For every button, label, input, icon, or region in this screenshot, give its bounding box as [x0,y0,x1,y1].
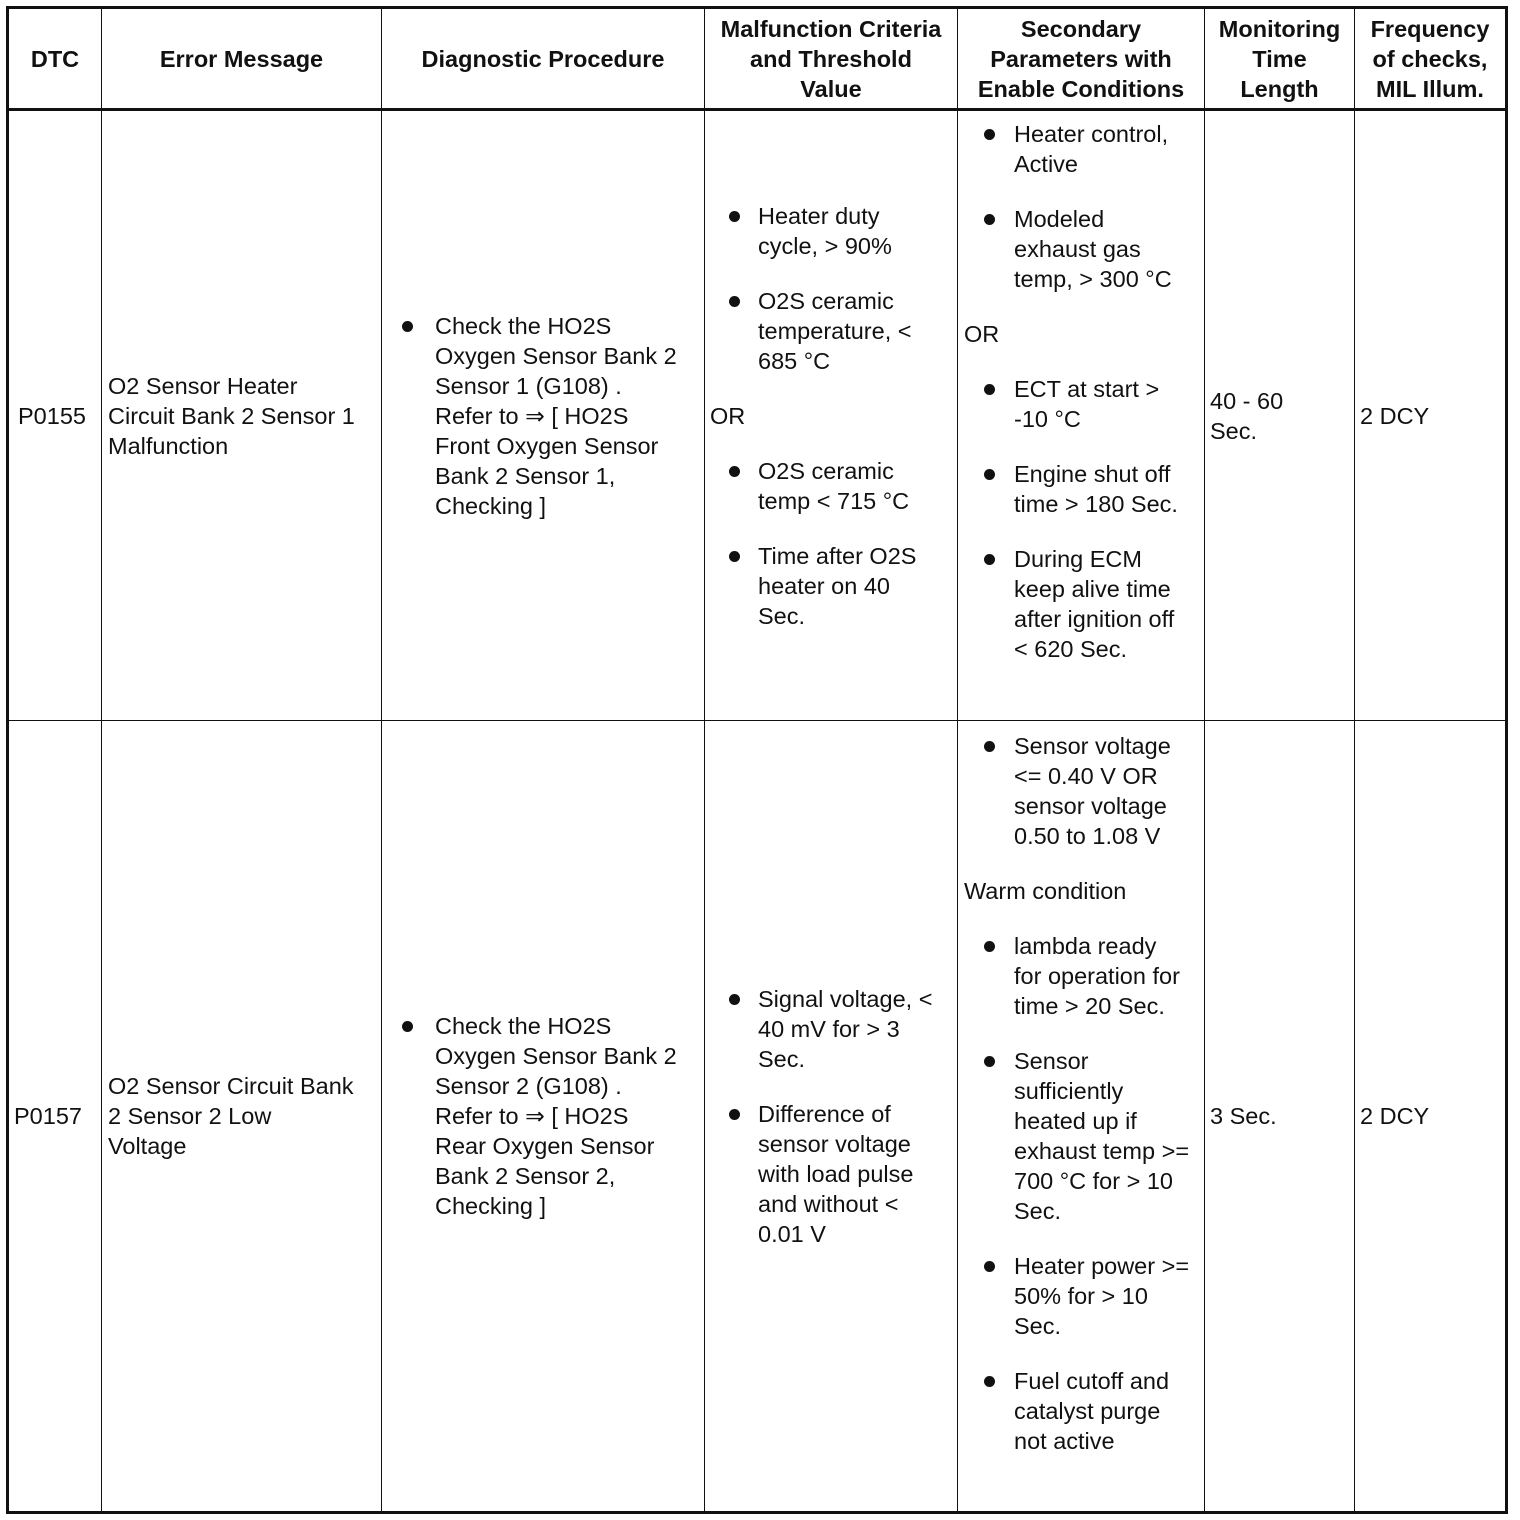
header-frequency: Frequency of checks, MIL Illum. [1370,15,1490,102]
secondary-text: During ECM keep alive time after ignition off < 620 Sec. [1014,546,1175,662]
error-message-text: O2 Sensor Circuit Bank 2 Sensor 2 Low Voltage [108,1073,354,1159]
list-item [705,984,957,1074]
list-item [958,204,1204,294]
list-item [382,1011,704,1221]
list-item [958,119,1204,179]
bullet-icon [984,554,995,565]
bullet-icon [402,321,413,332]
error-message-text: O2 Sensor Heater Circuit Bank 2 Sensor 1 Malfunction [108,372,355,459]
bullet-icon [729,211,740,222]
criteria-text: Signal voltage, < 40 mV for > 3 Sec. [758,985,933,1072]
diagnostic-procedure [382,721,704,1511]
frequency-text: 2 DCY [1360,402,1430,429]
dtc-code [14,721,100,1511]
secondary-text: Fuel cutoff and catalyst purge not active [1014,1368,1170,1454]
monitoring-time-text: 3 Sec. [1210,1103,1277,1129]
bullet-icon [984,214,995,225]
column-divider [101,9,102,1511]
header-error-message: Error Message [159,45,324,72]
criteria-text: Difference of sensor voltage with load pulse and without < 0.01 V [758,1100,914,1247]
column-divider [1354,9,1355,1511]
frequency [1360,111,1505,720]
malfunction-criteria [705,111,957,720]
bullet-icon [984,1376,995,1387]
procedure-text: Check the HO2S Oxygen Sensor Bank 2 Sensor 2 (G108) . Refer to ⇒ [ HO2S Rear Oxygen Sensor Bank 2 Sensor 2, Checking ] [435,1013,677,1219]
monitoring-time [1210,721,1354,1511]
secondary-text: Modeled exhaust gas temp, > 300 °C [1014,206,1172,292]
secondary-parameters [958,119,1204,719]
list-item [705,1099,957,1249]
secondary-text: Engine shut off time > 180 Sec. [1014,461,1178,517]
procedure-text: Check the HO2S Oxygen Sensor Bank 2 Sensor 1 (G108) . Refer to ⇒ [ HO2S Front Oxygen Sensor Bank 2 Sensor 1, Checking ] [435,312,677,519]
list-item [705,541,957,631]
monitoring-time-text: 40 - 60 Sec. [1210,387,1284,444]
bullet-icon [984,469,995,480]
secondary-warm-label: Warm condition [964,878,1127,904]
list-item [705,286,957,376]
criteria-text: O2S ceramic temperature, < 685 °C [758,287,912,374]
list-item [958,459,1204,519]
error-message [108,111,380,720]
list-item [705,456,957,516]
frequency-text: 2 DCY [1360,1103,1430,1129]
bullet-icon [984,941,995,952]
criteria-text: Time after O2S heater on 40 Sec. [758,542,917,629]
bullet-icon [729,994,740,1005]
dtc-code-text: P0155 [18,402,86,429]
secondary-text: Sensor voltage <= 0.40 V OR sensor voltage 0.50 to 1.08 V [1014,733,1171,849]
list-item [705,201,957,261]
list-item [958,374,1204,434]
bullet-icon [984,741,995,752]
bullet-icon [984,1261,995,1272]
malfunction-criteria [705,721,957,1511]
criteria-text: O2S ceramic temp < 715 °C [758,457,910,514]
list-item [382,311,704,521]
bullet-icon [402,1021,413,1032]
list-item [958,931,1204,1021]
header-diagnostic-procedure: Diagnostic Procedure [421,45,665,72]
criteria-text: Heater duty cycle, > 90% [758,202,892,259]
bullet-icon [984,129,995,140]
secondary-or-label: OR [964,321,1000,347]
dtc-code-text: P0157 [14,1103,82,1129]
diagnostic-procedure [382,111,704,720]
column-divider [1204,9,1205,1511]
secondary-text: Heater power >= 50% for > 10 Sec. [1014,1253,1190,1339]
list-item [958,1251,1204,1341]
list-item [958,1366,1204,1456]
secondary-text: lambda ready for operation for time > 20 Sec. [1014,933,1180,1019]
bullet-icon [729,551,740,562]
frequency [1360,721,1505,1511]
bullet-icon [984,1056,995,1067]
list-item [958,731,1204,851]
secondary-text: Heater control, Active [1014,121,1169,177]
bullet-icon [729,466,740,477]
secondary-text: Sensor sufficiently heated up if exhaust temp >= 700 °C for > 10 Sec. [1014,1048,1190,1224]
header-monitoring-time: Monitoring Time Length [1218,15,1341,102]
header-malfunction-criteria: Malfunction Criteria and Threshold Value [720,15,942,102]
dtc-code [18,111,100,720]
list-item [958,1046,1204,1226]
secondary-text: ECT at start > -10 °C [1014,376,1160,432]
header-dtc: DTC [30,45,80,72]
bullet-icon [729,296,740,307]
header-secondary-parameters: Secondary Parameters with Enable Conditions [977,15,1185,102]
bullet-icon [729,1109,740,1120]
secondary-parameters [958,731,1204,1511]
error-message [108,721,380,1511]
list-item [958,544,1204,664]
criteria-or-label: OR [710,402,746,429]
bullet-icon [984,384,995,395]
dtc-table [6,6,1508,1514]
monitoring-time [1210,111,1354,720]
